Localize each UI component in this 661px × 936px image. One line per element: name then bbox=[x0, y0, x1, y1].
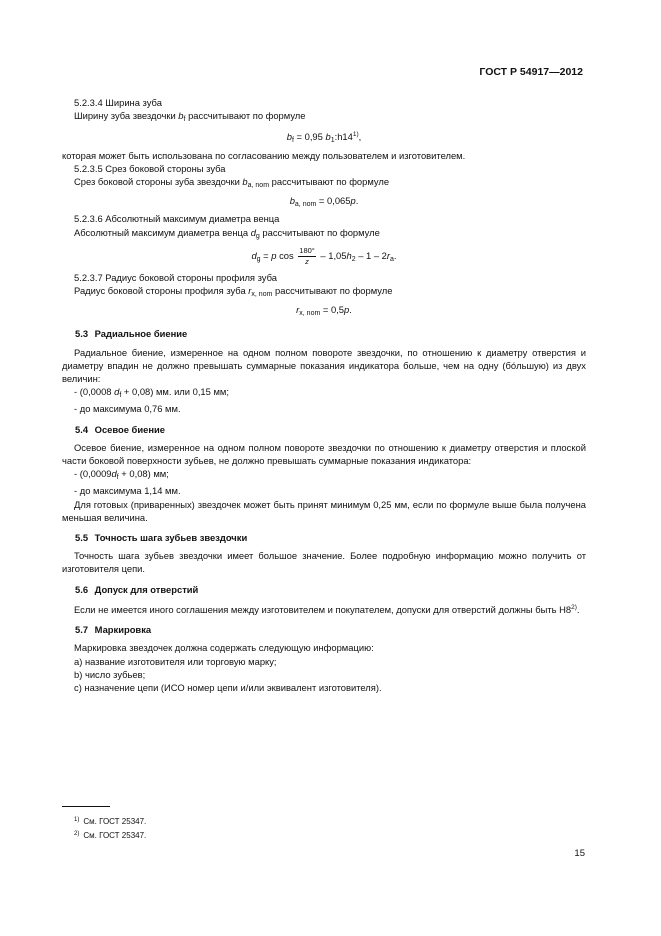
formula-chamfer: $b_{a, nom} = 0,065p$. bbox=[289, 195, 359, 209]
document-header: ГОСТ Р 54917—2012 bbox=[479, 66, 583, 78]
clause-5-2-3-7-text: Радиус боковой стороны профиля зуба $r_{x, nom}$ рассчитывают по формуле bbox=[74, 285, 393, 299]
clause-5-2-3-7-title: 5.2.3.7 Радиус боковой стороны профиля зуба bbox=[74, 271, 277, 283]
section-5-5-heading: 5.5 Точность шага зубьев звездочки bbox=[75, 532, 248, 544]
footnote-1: $^{1)}$ См. ГОСТ 25347. bbox=[74, 817, 147, 826]
clause-5-2-3-5-text: Срез боковой стороны зуба звездочки $b_{a, nom}$ рассчитывают по формуле bbox=[74, 176, 390, 190]
section-5-6-text: Если не имеется иного соглашения между изготовителем и покупателем, допуски для отверстий должны быть H8$^{2)}$. bbox=[74, 603, 580, 615]
section-5-4-text-2: Для готовых (приваренных) звездочек может быть принят минимум 0,25 мм, если по формуле выше была получена меньшая величина. bbox=[62, 498, 586, 523]
section-5-5-text: Точность шага зубьев звездочки имеет большое значение. Более подробную информацию можно получить от изготовителя цепи. bbox=[62, 550, 586, 575]
section-5-6-heading: 5.6 Допуск для отверстий bbox=[75, 583, 199, 595]
section-5-3-item-2: - до максимума 0,76 мм. bbox=[74, 403, 181, 415]
clause-5-2-3-4-text: Ширину зуба звездочки $b_f$ рассчитывают по формуле bbox=[74, 110, 306, 124]
footnote-separator bbox=[62, 806, 110, 807]
clause-5-2-3-5-title: 5.2.3.5 Срез боковой стороны зуба bbox=[74, 162, 226, 174]
clause-5-2-3-6-text: Абсолютный максимум диаметра венца $d_g$ рассчитывают по формуле bbox=[74, 226, 380, 240]
section-5-3-text: Радиальное биение, измеренное на одном полном повороте звездочки, по отношению к диаметру отверстия и диаметру впадин не должно превышать суммарные показания индикатора больше, чем на одну (бóльшую) из двух величин: bbox=[62, 346, 586, 385]
section-5-4-item-2: - до максимума 1,14 мм. bbox=[74, 485, 181, 497]
section-5-4-item-1: - $(0,0009d_f + 0,08)$ мм; bbox=[74, 468, 169, 482]
list-item: b) число зубьев; bbox=[74, 668, 146, 680]
footnote-2: $^{2)}$ См. ГОСТ 25347. bbox=[74, 831, 147, 840]
page-content bbox=[62, 96, 586, 694]
list-item: a) название изготовителя или торговую марку; bbox=[74, 655, 277, 667]
fraction-180-over-z: $\frac{180^\circ}{z}$ bbox=[299, 245, 315, 266]
clause-5-2-3-4-note: которая может быть использована по согласованию между пользователем и изготовителем. bbox=[62, 149, 466, 161]
formula-flank-radius: $r_{x, nom} = 0,5p$. bbox=[296, 304, 352, 318]
section-5-3-item-1: - (0,0008 $d_f + 0,08$) мм. или 0,15 мм; bbox=[74, 386, 229, 400]
section-5-4-text: Осевое биение, измеренное на одном полном повороте звездочки по отношению к диаметру отверстия и плоской части боковой поверхности зубьев, не должно превышать суммарные показания индикатора: bbox=[62, 441, 586, 467]
section-5-7-text: Маркировка звездочек должна содержать следующую информацию: bbox=[74, 642, 374, 654]
footnotes bbox=[74, 814, 146, 842]
formula-tooth-width: $b_f = 0,95$ $b_1:h14^{1)}$, bbox=[286, 131, 362, 145]
page-number: 15 bbox=[574, 848, 585, 859]
clause-5-2-3-6-title: 5.2.3.6 Абсолютный максимум диаметра венца bbox=[74, 213, 280, 225]
formula-rim-diameter: $d_g = p$ cos $\frac{180^\circ}{z}$ – $1,05h_2 - 1 - 2r_a$. bbox=[251, 245, 397, 266]
section-5-7-heading: 5.7 Маркировка bbox=[75, 624, 152, 636]
section-5-4-heading: 5.4 Осевое биение bbox=[75, 423, 165, 435]
section-5-3-heading: 5.3 Радиальное биение bbox=[75, 328, 188, 340]
list-item: c) назначение цепи (ИСО номер цепи и/или эквивалент изготовителя). bbox=[74, 681, 382, 693]
clause-5-2-3-4-title: 5.2.3.4 Ширина зуба bbox=[74, 97, 162, 108]
